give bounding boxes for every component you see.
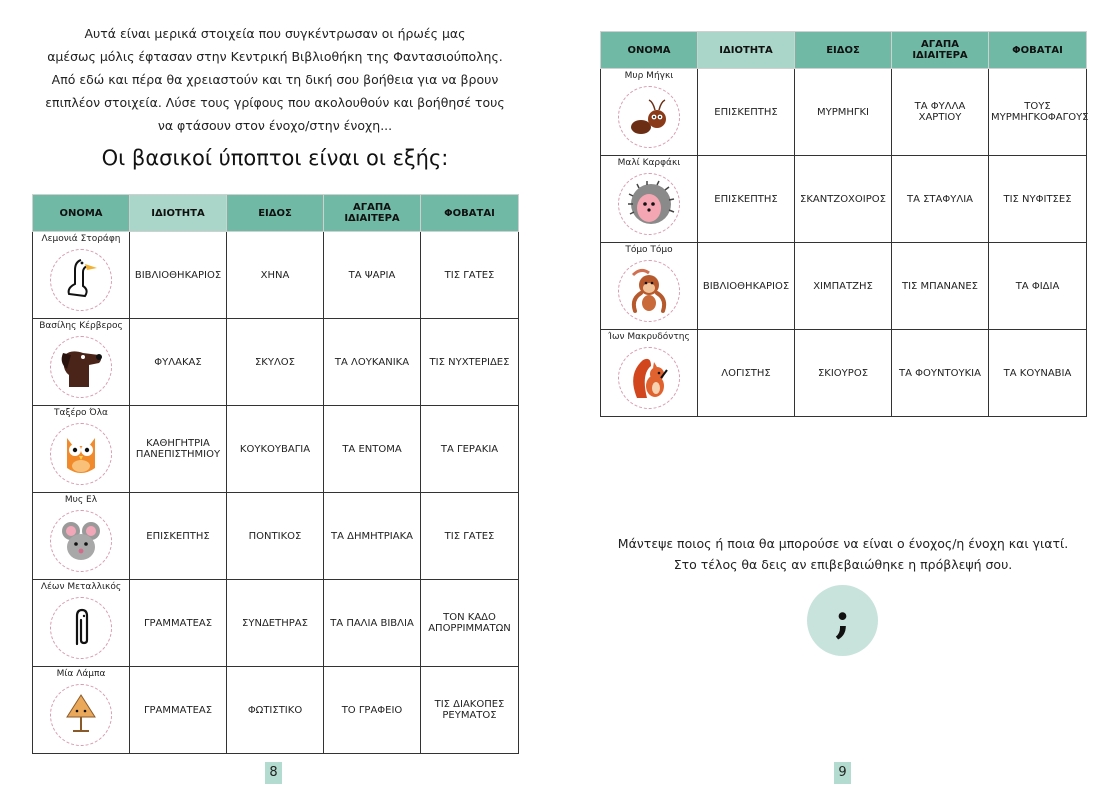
name-cell [601,330,698,417]
intro-line: να φτάσουν στον ένοχο/στην ένοχη... [157,118,393,133]
species-cell: ΧΗΝΑ [227,232,324,319]
species-cell: ΚΟΥΚΟΥΒΑΓΙΑ [227,406,324,493]
question-line: Στο τέλος θα δεις αν επιβεβαιώθηκε η πρόβλεψή σου. [673,557,1013,572]
question-line: Μάντεψε ποιος ή ποια θα μπορούσε να είναι ο ένοχος/η ένοχη και γιατί. [617,536,1069,551]
loves-cell: ΤΑ ΔΗΜΗΤΡΙΑΚΑ [324,493,421,580]
suspect-name: Λεμονιά Στοράφη [41,234,121,244]
role-cell: ΕΠΙΣΚΕΠΤΗΣ [130,493,227,580]
loves-cell: ΤΑ ΠΑΛΙΑ ΒΙΒΛΙΑ [324,580,421,667]
suspect-name: Λέων Μεταλλικός [40,582,122,592]
role-cell: ΕΠΙΣΚΕΠΤΗΣ [698,69,795,156]
fears-cell: ΤΑ ΚΟΥΝΑΒΙΑ [989,330,1087,417]
loves-cell: ΤΟ ΓΡΑΦΕΙΟ [324,667,421,754]
role-cell: ΛΟΓΙΣΤΗΣ [698,330,795,417]
name-cell [33,232,130,319]
page-number-right: 9 [834,762,851,784]
suspect-name: Μαλί Καρφάκι [617,158,681,168]
suspect-name: Ταξέρο Όλα [54,408,108,418]
intro-text [40,22,510,137]
suspect-name: Μυρ Μήγκι [624,71,674,81]
loves-cell: ΤΑ ΨΑΡΙΑ [324,232,421,319]
name-cell [33,667,130,754]
fears-cell: ΤΙΣ ΔΙΑΚΟΠΕΣ ΡΕΥΜΑΤΟΣ [421,667,519,754]
role-cell: ΕΠΙΣΚΕΠΤΗΣ [698,156,795,243]
suspect-name: Ίων Μακρυδόντης [608,332,690,342]
left-page [0,0,557,788]
guess-question [600,533,1086,575]
name-cell [33,580,130,667]
name-cell [601,243,698,330]
squirrel-icon [618,347,680,409]
fears-cell: ΤΙΣ ΝΥΧΤΕΡΙΔΕΣ [421,319,519,406]
table-row [601,243,1087,330]
table-row [33,580,519,667]
species-cell: ΣΥΝΔΕΤΗΡΑΣ [227,580,324,667]
loves-cell: ΤΑ ΕΝΤΟΜΑ [324,406,421,493]
table-row [601,330,1087,417]
table-row [601,156,1087,243]
species-cell: ΠΟΝΤΙΚΟΣ [227,493,324,580]
name-cell [601,69,698,156]
suspect-name: Τόμο Τόμο [625,245,673,255]
goose-icon [50,249,112,311]
table-header-row [33,195,519,232]
species-cell: ΣΚΙΟΥΡΟΣ [795,330,892,417]
name-cell [601,156,698,243]
table-row [33,406,519,493]
species-cell: ΣΚΑΝΤΖΟΧΟΙΡΟΣ [795,156,892,243]
header-fears: ΦΟΒΑΤΑΙ [421,195,519,232]
species-cell: ΣΚΥΛΟΣ [227,319,324,406]
header-species: ΕΙΔΟΣ [795,32,892,69]
role-cell: ΚΑΘΗΓΗΤΡΙΑ ΠΑΝΕΠΙΣΤΗΜΙΟΥ [130,406,227,493]
dog-icon [50,336,112,398]
intro-line: αμέσως μόλις έφτασαν στην Κεντρική Βιβλιοθήκη της Φαντασιούπολης. [47,49,503,64]
fears-cell: ΤΟΝ ΚΑΔΟ ΑΠΟΡΡΙΜΜΑΤΩΝ [421,580,519,667]
suspects-table-right [600,31,1087,417]
intro-line: επιπλέον στοιχεία. Λύσε τους γρίφους που ακολουθούν και βοήθησέ τους [45,95,505,110]
intro-line: Αυτά είναι μερικά στοιχεία που συγκέντρωσαν οι ήρωές μας [84,26,466,41]
header-loves: ΑΓΑΠΑ ΙΔΙΑΙΤΕΡΑ [892,32,989,69]
fears-cell: ΤΙΣ ΝΥΦΙΤΣΕΣ [989,156,1087,243]
role-cell: ΦΥΛΑΚΑΣ [130,319,227,406]
fears-cell: ΤΙΣ ΓΑΤΕΣ [421,493,519,580]
table-row [33,493,519,580]
chimpanzee-icon [618,260,680,322]
header-role: ΙΔΙΟΤΗΤΑ [698,32,795,69]
loves-cell: ΤΑ ΛΟΥΚΑΝΙΚΑ [324,319,421,406]
role-cell: ΒΙΒΛΙΟΘΗΚΑΡΙΟΣ [698,243,795,330]
table-row [601,69,1087,156]
fears-cell: ΤΑ ΓΕΡΑΚΙΑ [421,406,519,493]
species-cell: ΦΩΤΙΣΤΙΚΟ [227,667,324,754]
page-number-left: 8 [265,762,282,784]
header-name: ΟΝΟΜΑ [33,195,130,232]
question-mark-icon: ; [807,585,878,656]
name-cell [33,406,130,493]
header-species: ΕΙΔΟΣ [227,195,324,232]
fears-cell: ΤΙΣ ΓΑΤΕΣ [421,232,519,319]
species-cell: ΜΥΡΜΗΓΚΙ [795,69,892,156]
suspect-name: Μία Λάμπα [56,669,106,679]
name-cell [33,493,130,580]
header-role: ΙΔΙΟΤΗΤΑ [130,195,227,232]
loves-cell: ΤΑ ΣΤΑΦΥΛΙΑ [892,156,989,243]
suspects-table-left [32,194,519,754]
ant-icon [618,86,680,148]
role-cell: ΒΙΒΛΙΟΘΗΚΑΡΙΟΣ [130,232,227,319]
fears-cell: ΤΑ ΦΙΔΙΑ [989,243,1087,330]
table-row [33,667,519,754]
intro-line: Από εδώ και πέρα θα χρειαστούν και τη δική σου βοήθεια για να βρουν [51,72,499,87]
table-row [33,319,519,406]
lamp-icon [50,684,112,746]
table-row [33,232,519,319]
header-loves: ΑΓΑΠΑ ΙΔΙΑΙΤΕΡΑ [324,195,421,232]
loves-cell: ΤΑ ΦΥΛΛΑ ΧΑΡΤΙΟΥ [892,69,989,156]
loves-cell: ΤΑ ΦΟΥΝΤΟΥΚΙΑ [892,330,989,417]
fears-cell: ΤΟΥΣ ΜΥΡΜΗΓΚΟΦΑΓΟΥΣ [989,69,1087,156]
paperclip-icon [50,597,112,659]
header-fears: ΦΟΒΑΤΑΙ [989,32,1087,69]
header-name: ΟΝΟΜΑ [601,32,698,69]
name-cell [33,319,130,406]
owl-icon [50,423,112,485]
table-header-row [601,32,1087,69]
suspect-name: Μυς Ελ [64,495,98,505]
species-cell: ΧΙΜΠΑΤΖΗΣ [795,243,892,330]
hedgehog-icon [618,173,680,235]
suspects-subtitle: Οι βασικοί ύποπτοι είναι οι εξής: [101,146,449,170]
loves-cell: ΤΙΣ ΜΠΑΝΑΝΕΣ [892,243,989,330]
role-cell: ΓΡΑΜΜΑΤΕΑΣ [130,580,227,667]
suspect-name: Βασίλης Κέρβερος [39,321,123,331]
role-cell: ΓΡΑΜΜΑΤΕΑΣ [130,667,227,754]
mouse-icon [50,510,112,572]
